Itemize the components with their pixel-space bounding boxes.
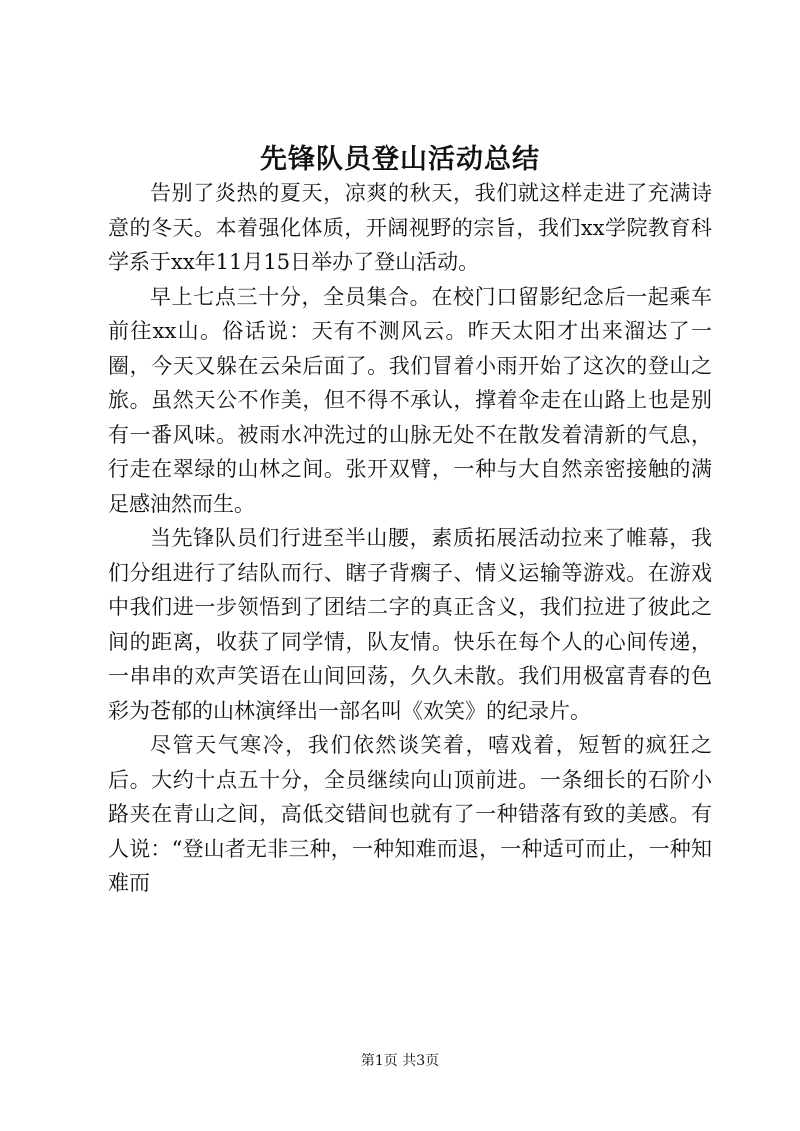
paragraph-morning-departure: 早上七点三十分，全员集合。在校门口留影纪念后一起乘车前往xx山。俗话说：天有不测风云。昨天太阳才出来溜达了一圈，今天又躲在云朵后面了。我们冒着小雨开始了这次的登山之旅。虽然天公不作美，但不得不承认，撑着伞走在山路上也是别有一番风味。被雨水冲洗过的山脉无处不在散发着清新的气息，行走在翠绿的山林之间。张开双臂，一种与大自然亲密接触的满足感油然而生。	[108, 284, 712, 516]
document-body	[108, 176, 712, 901]
paragraph-team-activities: 当先锋队员们行进至半山腰，素质拓展活动拉来了帷幕，我们分组进行了结队而行、瞎子背瘸子、情义运输等游戏。在游戏中我们进一步领悟到了团结二字的真正含义，我们拉进了彼此之间的距离，收获了同学情，队友情。快乐在每个人的心间传递，一串串的欢声笑语在山间回荡，久久未散。我们用极富青春的色彩为苍郁的山林演绎出一部名叫《欢笑》的纪录片。	[108, 526, 712, 723]
page-number-footer: 第1页 共3页	[360, 1053, 440, 1069]
paragraph-summit-climb: 尽管天气寒冷，我们依然谈笑着，嘻戏着，短暂的疯狂之后。大约十点五十分，全员继续向山顶前进。一条细长的石阶小路夹在青山之间，高低交错间也就有了一种错落有致的美感。有人说：“登山者无非三种，一种知难而退，一种适可而止，一种知难而	[108, 733, 712, 895]
paragraph-intro: 告别了炎热的夏天，凉爽的秋天，我们就这样走进了充满诗意的冬天。本着强化体质，开阔视野的宗旨，我们xx学院教育科学系于xx年11月15日举办了登山活动。	[108, 181, 712, 274]
document-title: 先锋队员登山活动总结	[260, 144, 540, 175]
